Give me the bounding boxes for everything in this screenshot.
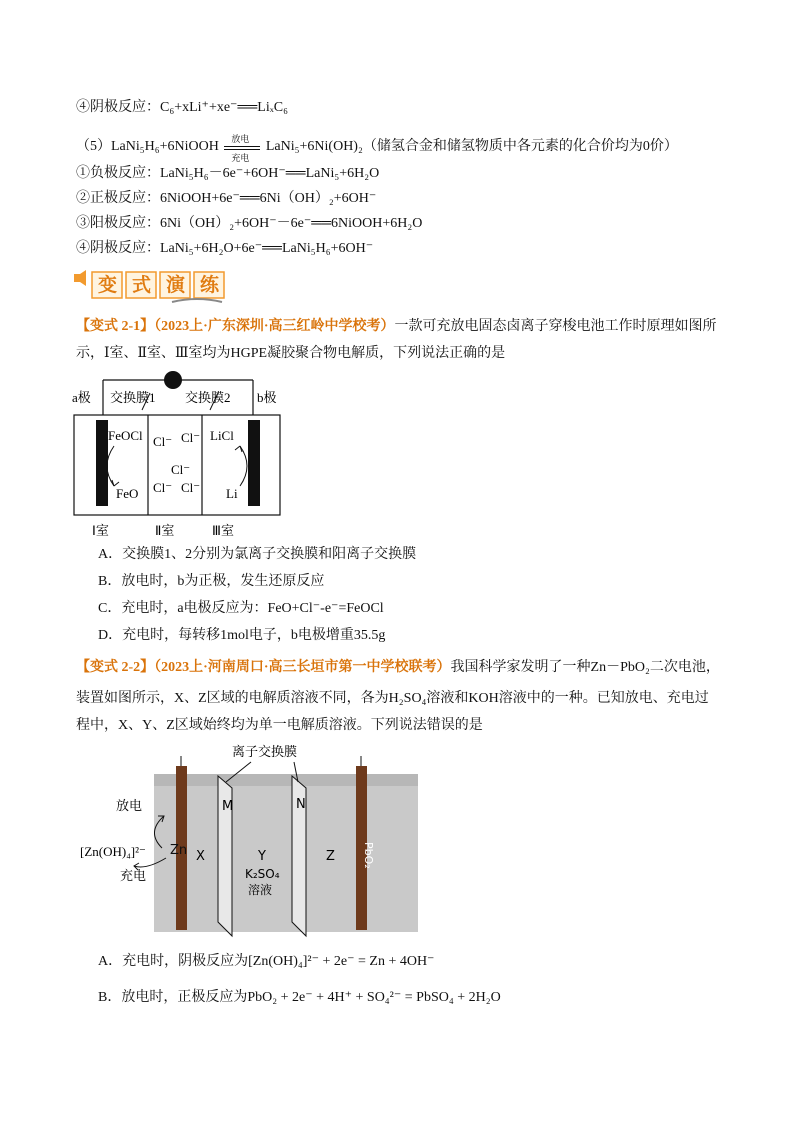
reaction-line: ④阴极反应：LaNi₅+6H₂O+6e⁻══LaNi₅H₆+6OH⁻	[76, 241, 374, 256]
label-solution: 溶液	[248, 883, 273, 897]
electrode-b	[248, 420, 260, 506]
stem-text: 一款可充放电固态卤离子穿梭电池工作时原理如图所	[394, 319, 717, 334]
ion-label: Cl⁻	[181, 430, 201, 445]
stem-text: 装置如图所示，X、Z区域的电解质溶液不同，各为H₂SO₄溶液和KOH溶液中的一种。已知放电、充电过	[76, 691, 709, 706]
battery-diagram-1	[72, 368, 302, 543]
battery-diagram-2	[76, 738, 436, 938]
label-b-pole: b极	[257, 390, 277, 405]
label-feocl: FeOCl	[108, 428, 143, 443]
label-licl: LiCl	[210, 428, 234, 443]
reaction-line: ②正极反应：6NiOOH+6e⁻══6Ni（OH）₂+6OH⁻	[76, 191, 377, 206]
reaction-line: ④阴极反应：C₆+xLi⁺+xe⁻══LiₓC₆	[76, 100, 289, 115]
reversible-arrow	[222, 134, 262, 163]
label-z: Z	[326, 849, 335, 864]
question-source: （2023上·河南周口·高三长垣市第一中学校联考）	[154, 660, 451, 675]
question-2-2-stem	[76, 658, 720, 678]
label-room-1: Ⅰ室	[92, 523, 109, 538]
stem-text: 示，Ⅰ室、Ⅱ室、Ⅲ室均为HGPE凝胶聚合物电解质，下列说法正确的是	[76, 346, 506, 361]
equation-left: （5）LaNi₅H₆+6NiOOH	[76, 139, 219, 154]
label-room-3: Ⅲ室	[212, 523, 234, 538]
label-y: Y	[258, 849, 266, 864]
label-zn: Zn	[170, 843, 188, 858]
stem-text: 程中，X、Y、Z区域始终均为单一电解质溶液。下列说法错误的是	[76, 718, 483, 733]
label-membrane: 离子交换膜	[232, 745, 298, 760]
label-feo: FeO	[116, 486, 139, 501]
option-a: A．交换膜1、2分别为氯离子交换膜和阳离子交换膜	[98, 547, 417, 562]
banner-title: 变式演练	[98, 274, 235, 296]
ion-label: Cl⁻	[171, 462, 191, 477]
option-a: A．充电时，阴极反应为[Zn(OH)₄]²⁻ + 2e⁻ = Zn + 4OH⁻	[98, 954, 435, 969]
label-m: M	[222, 799, 234, 814]
ion-label: Cl⁻	[153, 434, 173, 449]
label-room-2: Ⅱ室	[155, 523, 175, 538]
stem-text: 我国科学家发明了一种Zn－PbO₂二次电池，	[450, 660, 720, 675]
label-n: N	[296, 797, 306, 812]
label-discharge: 放电	[116, 799, 143, 814]
equation-right: LaNi₅+6Ni(OH)₂（储氢合金和储氢物质中各元素的化合价均为0价）	[265, 139, 678, 154]
label-charge: 充电	[120, 869, 147, 884]
label-membrane-1: 交换膜1	[110, 390, 156, 405]
question-tag: 【变式 2-1】	[76, 319, 155, 334]
option-d: D．充电时，每转移1mol电子，b电极增重35.5g	[98, 628, 386, 643]
speaker-icon	[74, 270, 86, 286]
label-pbo2: PbO₂	[362, 842, 375, 869]
question-tag: 【变式 2-2】	[76, 660, 155, 675]
question-2-1-stem	[76, 317, 717, 337]
electrolyte-tank	[154, 774, 418, 932]
label-a-pole: a极	[72, 390, 91, 405]
label-x: X	[196, 849, 205, 864]
equation-5	[76, 134, 678, 163]
ion-label: Cl⁻	[153, 480, 173, 495]
label-k2so4: K₂SO₄	[245, 867, 280, 881]
option-b: B．放电时，正极反应为PbO₂ + 2e⁻ + 4H⁺ + SO₄²⁻ = PbSO₄ + 2H₂O	[98, 990, 501, 1005]
reaction-line: ③阳极反应：6Ni（OH）₂+6OH⁻－6e⁻══6NiOOH+6H₂O	[76, 216, 423, 231]
label-li: Li	[226, 486, 238, 501]
practice-banner	[72, 270, 235, 311]
arrow-label-top: 放电	[231, 134, 250, 144]
label-membrane-2: 交换膜2	[185, 390, 231, 405]
option-c: C．充电时，a电极反应为：FeO+Cl⁻-e⁻=FeOCl	[98, 601, 384, 616]
arrow-label-bottom: 充电	[231, 153, 250, 163]
question-source: （2023上·广东深圳·高三红岭中学校考）	[154, 319, 395, 334]
reaction-line: ①负极反应：LaNi₅H₆－6e⁻+6OH⁻══LaNi₅+6H₂O	[76, 166, 380, 181]
label-zincate: [Zn(OH)₄]²⁻	[80, 844, 146, 859]
electrode-a	[96, 420, 108, 506]
option-b: B．放电时，b为正极，发生还原反应	[98, 574, 325, 589]
ion-label: Cl⁻	[181, 480, 201, 495]
load-bulb-icon	[164, 371, 182, 389]
